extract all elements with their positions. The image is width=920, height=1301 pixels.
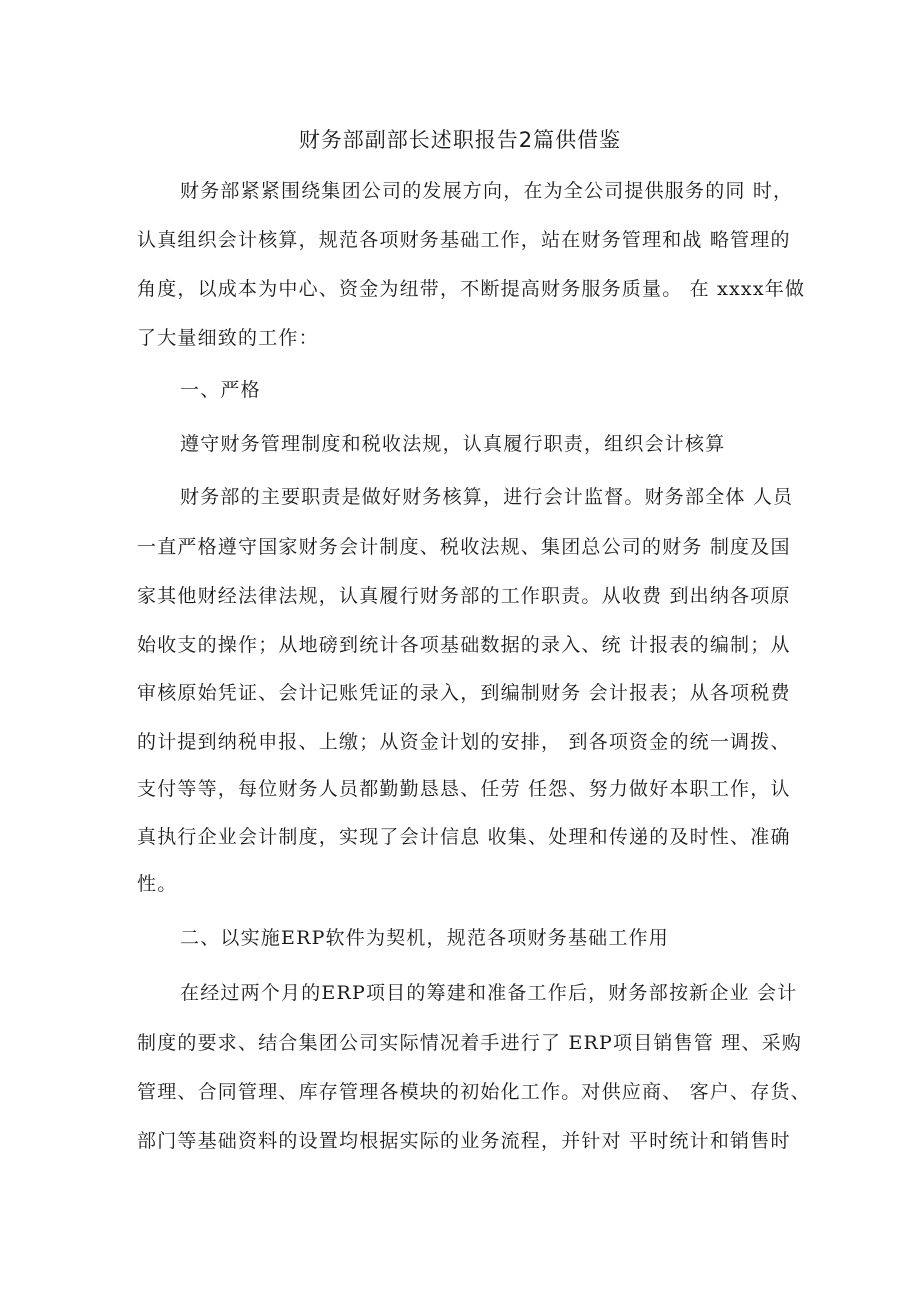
paragraph-line: 管理、合同管理、库存管理各模块的初始化工作。对供应商、 客户、存货、 [137, 1081, 811, 1103]
paragraph-line: 真执行企业会计制度，实现了会计信息 收集、处理和传递的及时性、准确 [137, 826, 791, 848]
paragraph-line: 财务部的主要职责是做好财务核算，进行会计监督。财务部全体 人员 [180, 486, 794, 508]
document-title: 财务部副部长述职报告2篇供借鉴 [298, 128, 622, 152]
section-heading: 一、严格 [180, 379, 261, 401]
paragraph-line: 家其他财经法律法规，认真履行财务部的工作职责。从收费 到出纳各项原 [137, 585, 791, 607]
paragraph-line: 了大量细致的工作： [137, 327, 319, 349]
section-heading: 二、以实施ERP软件为契机，规范各项财务基础工作用 [180, 927, 669, 949]
paragraph-line: 财务部紧紧围绕集团公司的发展方向，在为全公司提供服务的同 时， [180, 180, 794, 202]
paragraph-line: 始收支的操作；从地磅到统计各项基础数据的录入、统 计报表的编制；从 [137, 634, 791, 656]
paragraph-line: 在经过两个月的ERP项目的筹建和准备工作后，财务部按新企业 会计 [180, 982, 798, 1004]
paragraph-line: 审核原始凭证、会计记账凭证的录入，到编制财务 会计报表；从各项税费 [137, 682, 791, 704]
paragraph-line: 一直严格遵守国家财务会计制度、税收法规、集团总公司的财务 制度及国 [137, 536, 791, 558]
section-subheading: 遵守财务管理制度和税收法规，认真履行职责，组织会计核算 [180, 433, 726, 455]
paragraph-line: 制度的要求、结合集团公司实际情况着手进行了 ERP项目销售管 理、采购 [137, 1032, 803, 1054]
paragraph-line: 支付等等，每位财务人员都勤勤恳恳、任劳 任怨、努力做好本职工作，认 [137, 778, 791, 800]
paragraph-line: 性。 [137, 873, 178, 895]
paragraph-line: 角度，以成本为中心、资金为纽带，不断提高财务服务质量。 在 xxxx年做 [137, 278, 806, 300]
paragraph-line: 部门等基础资料的设置均根据实际的业务流程，并针对 平时统计和销售时 [137, 1130, 791, 1152]
paragraph-line: 认真组织会计核算，规范各项财务基础工作，站在财务管理和战 略管理的 [137, 229, 791, 251]
paragraph-line: 的计提到纳税申报、上缴；从资金计划的安排， 到各项资金的统一调拨、 [137, 731, 791, 753]
